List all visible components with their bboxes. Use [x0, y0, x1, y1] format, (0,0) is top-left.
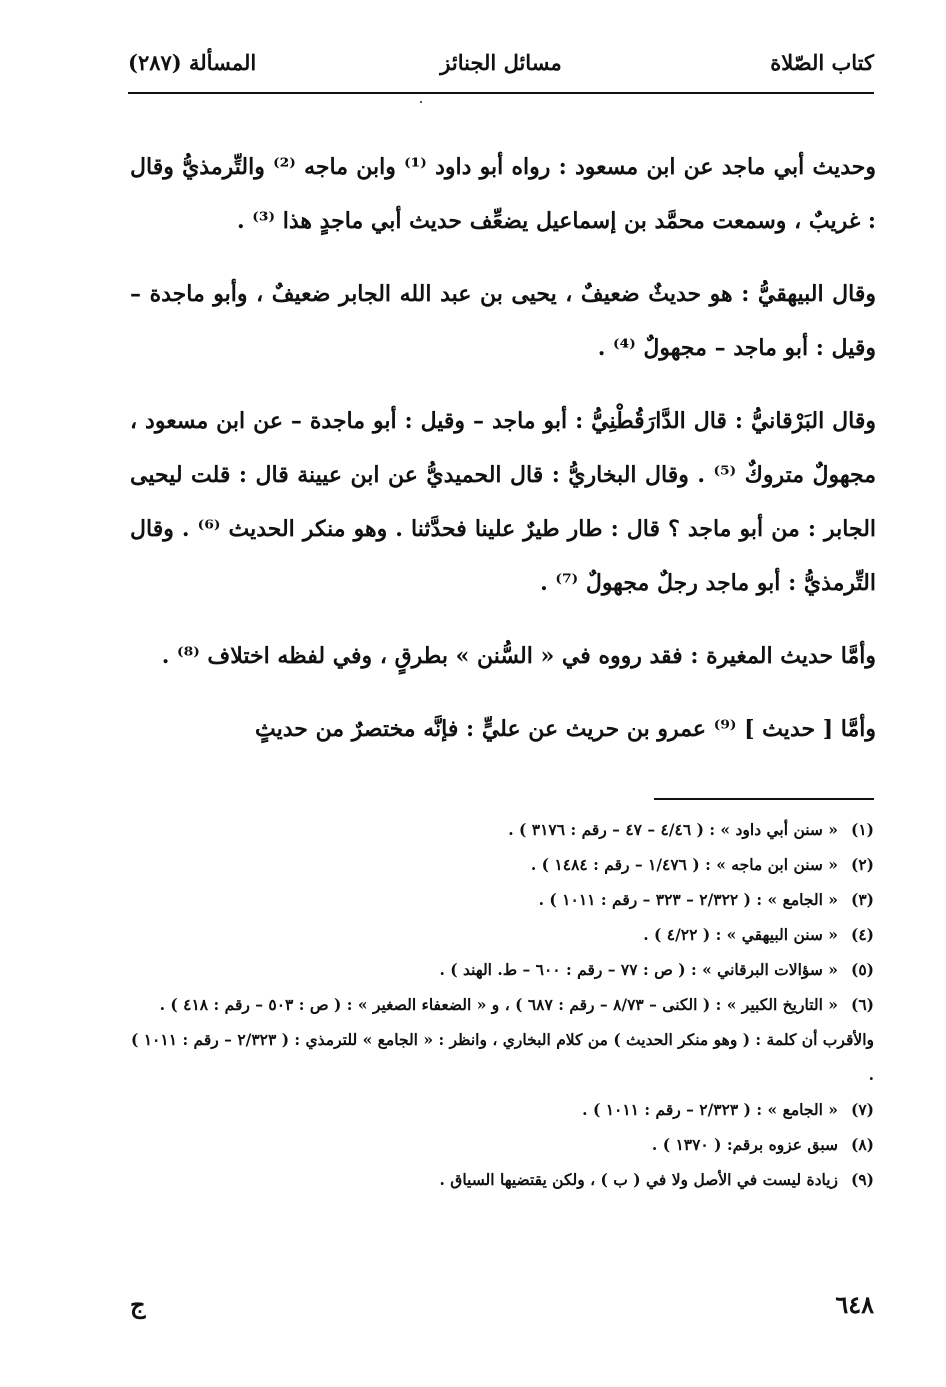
- footnote-continuation: [130, 1022, 874, 1092]
- footnote-number: (٧): [850, 1100, 874, 1119]
- footnote-text: والأقرب أن كلمة : ( وهو منكر الحديث ) من كلام البخاري ، وانظر : « الجامع » للترمذي : ( ٢/٣٢٣ – رقم : ١٠١١ ) .: [131, 1030, 874, 1084]
- issue-number: المسألة (٢٨٧): [128, 50, 257, 75]
- paragraph: وقال البَرْقانيُّ : قال الدَّارَقُطْنِيُّ : أبو ماجد – وقيل : أبو ماجدة – عن ابن مسعود ، مجهولٌ متروكٌ ⁽⁵⁾ . وقال البخاريُّ : قال الحميديُّ عن ابن عيينة قال : قلت ليحيى الجابر : من أبو ماجد ؟ قال : طار طيرٌ علينا فحدَّثنا . وهو منكر الحديث ⁽⁶⁾ . وقال التِّرمذيُّ : أبو ماجد رجلٌ مجهولٌ ⁽⁷⁾ .: [130, 408, 877, 596]
- main-text: [130, 140, 876, 775]
- footnote-text: زيادة ليست في الأصل ولا في ( ب ) ، ولكن يقتضيها السياق .: [439, 1170, 838, 1189]
- footnote-number: (٦): [850, 995, 874, 1014]
- footnote-number: (٩): [850, 1170, 874, 1189]
- footnotes: [130, 812, 874, 1197]
- footnote-text: « سؤالات البرقاني » : ( ص : ٧٧ – رقم : ٦٠٠ – ط. الهند ) .: [439, 960, 838, 979]
- footnote: [130, 1092, 874, 1127]
- paragraph: وأمَّا حديث المغيرة : فقد رووه في « السُّنن » بطرقٍ ، وفي لفظه اختلاف ⁽⁸⁾ .: [161, 643, 876, 669]
- footnote-text: « التاريخ الكبير » : ( الكنى – ٨/٧٣ – رقم : ٦٨٧ ) ، و « الضعفاء الصغير » : ( ص : ٥٠٣ – رقم : ٤١٨ ) .: [159, 995, 838, 1014]
- print-speck: [420, 101, 422, 103]
- footnote-text: « سنن ابن ماجه » : ( ١/٤٧٦ – رقم : ١٤٨٤ ) .: [530, 855, 838, 874]
- footnote-text: سبق عزوه برقم: ( ١٣٧٠ ) .: [651, 1135, 838, 1154]
- footnote: [130, 987, 874, 1022]
- running-header: [128, 42, 874, 82]
- footnote-number: (٤): [850, 925, 874, 944]
- page-number: ٦٤٨: [835, 1290, 874, 1319]
- footnote-text: « الجامع » : ( ٢/٣٢٣ – رقم : ١٠١١ ) .: [582, 1100, 838, 1119]
- footnote-number: (٨): [850, 1135, 874, 1154]
- book-title: كتاب الصّلاة: [770, 50, 874, 75]
- chapter-title: مسائل الجنائز: [440, 50, 562, 75]
- header-divider: [128, 92, 874, 94]
- footnote: [130, 952, 874, 987]
- footnote: [130, 1127, 874, 1162]
- footnote: [130, 917, 874, 952]
- footnote: [130, 882, 874, 917]
- footnote-text: « الجامع » : ( ٢/٣٢٢ – ٣٢٣ – رقم : ١٠١١ ) .: [538, 890, 838, 909]
- footnote-number: (٥): [850, 960, 874, 979]
- footnote-text: « سنن البيهقي » : ( ٤/٢٢ ) .: [643, 925, 838, 944]
- footnote: [130, 847, 874, 882]
- footnote: [130, 812, 874, 847]
- paragraph: وحديث أبي ماجد عن ابن مسعود : رواه أبو داود ⁽¹⁾ وابن ماجه ⁽²⁾ والتِّرمذيُّ وقال : غريبٌ ، وسمعت محمَّد بن إسماعيل يضعِّف حديث أبي ماجدٍ هذا ⁽³⁾ .: [130, 154, 876, 234]
- paragraph: وقال البيهقيُّ : هو حديثٌ ضعيفٌ ، يحيى بن عبد الله الجابر ضعيفٌ ، وأبو ماجدة – وقيل : أبو ماجد – مجهولٌ ⁽⁴⁾ .: [130, 281, 876, 361]
- signature-mark: ج: [130, 1290, 146, 1319]
- footnote: [130, 1162, 874, 1197]
- footnote-number: (١): [850, 820, 874, 839]
- page-footer: [130, 1290, 874, 1330]
- footnote-number: (٣): [850, 890, 874, 909]
- footnote-number: (٢): [850, 855, 874, 874]
- footnote-divider: [654, 798, 874, 800]
- paragraph: وأمَّا [ حديث ] ⁽⁹⁾ عمرو بن حريث عن عليٍّ : فإنَّه مختصرٌ من حديثٍ: [255, 716, 876, 742]
- footnote-text: « سنن أبي داود » : ( ٤/٤٦ – ٤٧ – رقم : ٣١٧٦ ) .: [508, 820, 838, 839]
